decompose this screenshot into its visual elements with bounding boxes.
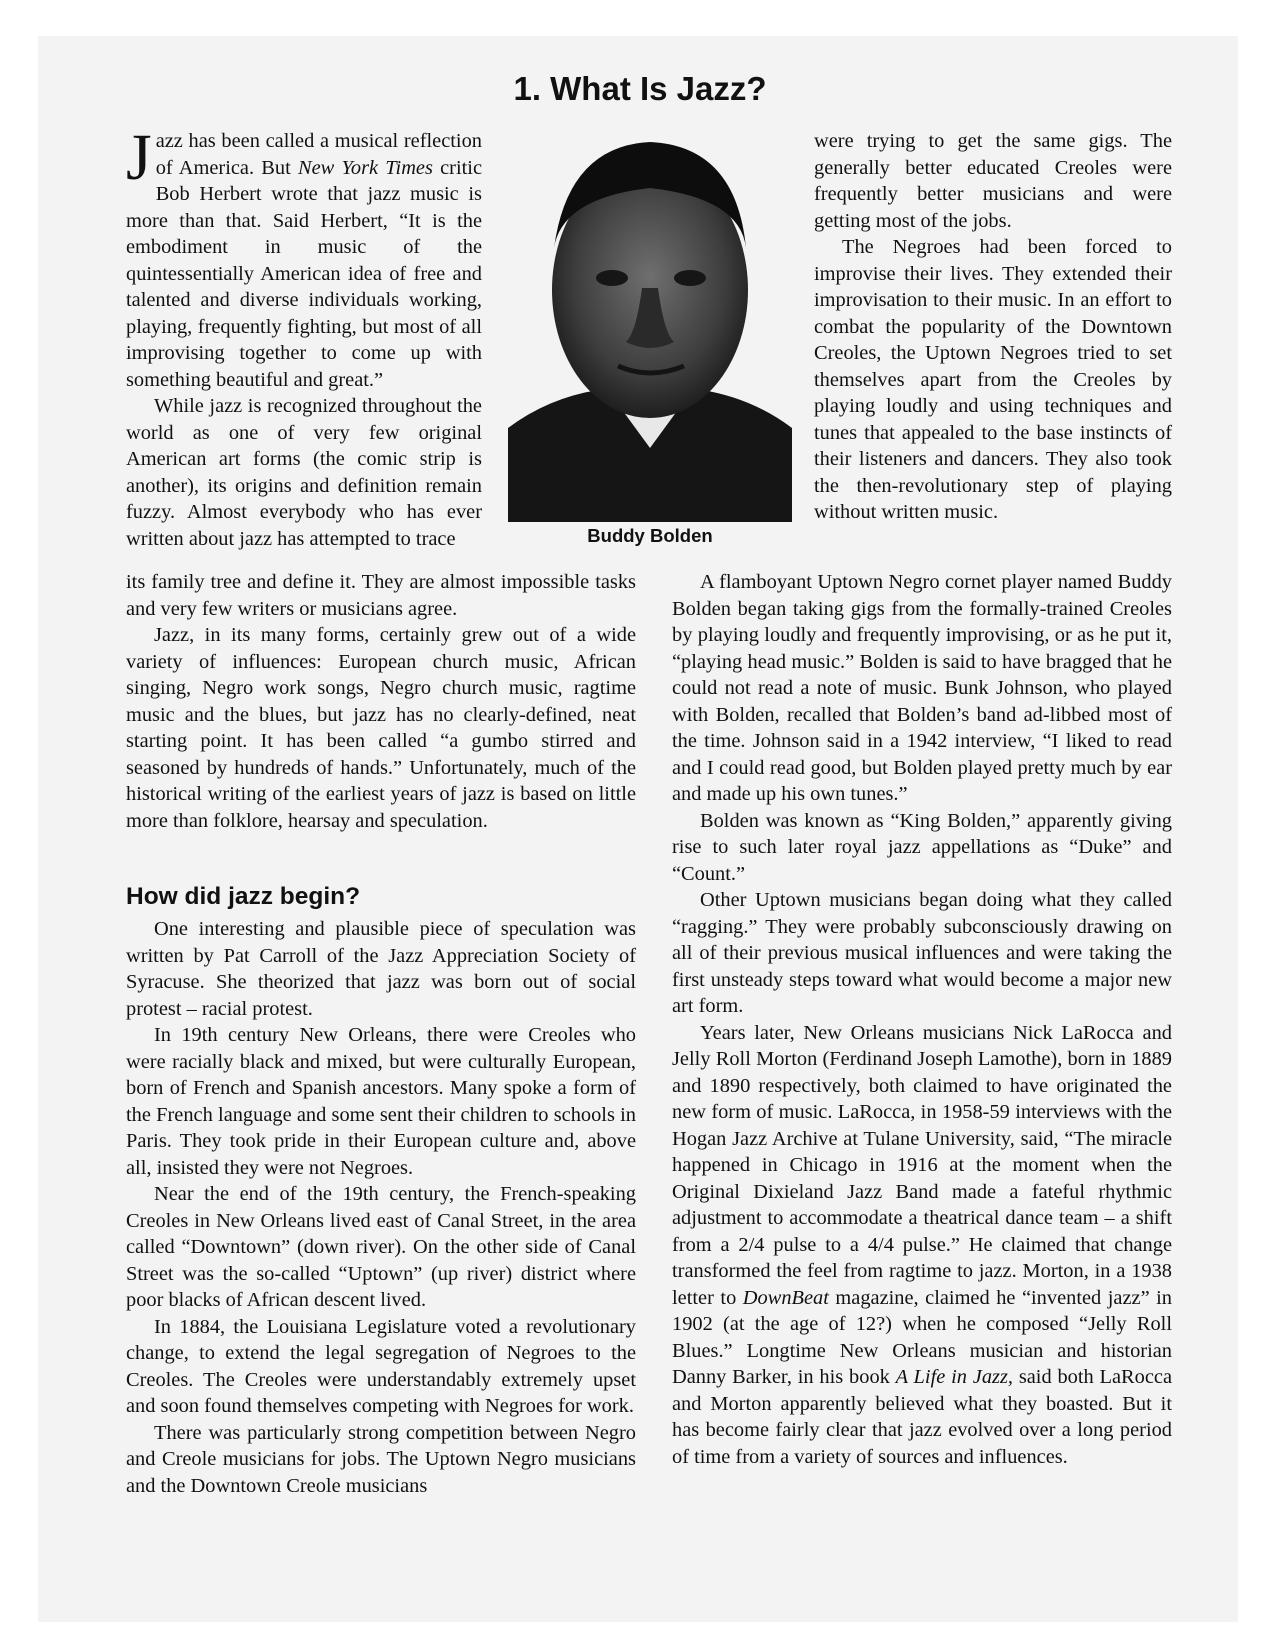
left-paragraph: In 1884, the Louisiana Legislature voted a revolutionary change, to extend the legal segregation of Negroes to the Creoles. The Creoles were understandably extremely upset and soon found themselves competing with Negroes for work. [126,1315,636,1417]
buddy-bolden-photo [508,128,792,522]
right-paragraph: Bolden was known as “King Bolden,” apparently giving rise to such later royal jazz appellations as “Duke” and “Count.” [672,809,1172,885]
left-paragraph: One interesting and plausible piece of speculation was written by Pat Carroll of the Jazz Appreciation Society of Syracuse. She theorized that jazz was born out of social protest – racial protest. [126,918,636,1020]
right-paragraph: A flamboyant Uptown Negro cornet player named Buddy Bolden began taking gigs from the formally-trained Creoles by playing loudly and frequently improvising, or as he put it, “playing head music.” Bolden is said to have bragged that he could not read a note of music. Bunk Johnson, who played with Bolden, recalled that Bolden’s band ad-libbed most of the time. Johnson said in a 1942 interview, “I liked to read and I could read good, but Bolden played pretty much by ear and made up his own tunes.” [672,571,1172,805]
drop-cap: J [126,121,152,194]
section-heading: How did jazz begin? [126,883,361,910]
left-paragraph: There was particularly strong competition between Negro and Creole musicians for jobs. The Uptown Negro musicians and the Downtown Creole musicians [126,1421,636,1497]
right-narrow-column [814,128,1172,526]
right-paragraph: were trying to get the same gigs. The generally better educated Creoles were frequently better musicians and were getting most of the jobs. [814,130,1172,232]
right-column [672,569,1172,1470]
intro-paragraph-2: While jazz is recognized throughout the world as one of very few original American art forms (the comic strip is another), its origins and definition remain fuzzy. Almost everybody who has ever written about jazz has attempted to trace [126,395,482,550]
left-column-lower [126,916,636,1499]
intro-narrow-column [126,121,483,552]
right-paragraph-last: Years later, New Orleans musicians Nick LaRocca and Jelly Roll Morton (Ferdinand Joseph Lamothe), born in 1889 and 1890 respectively, both claimed to have originated the new form of music. LaRocca, in 1958-59 interviews with the Hogan Jazz Archive at Tulane University, said, “The miracle happened in Chicago in 1916 at the moment when the Original Dixieland Jazz Band made a fateful rhythmic adjustment to accommodate a theatrical dance team – a shift from a 2/4 pulse to a 4/4 pulse.” He claimed that change transformed the feel from ragtime to jazz. Morton, in a 1938 letter to DownBeat magazine, claimed he “invented jazz” in 1902 (at the age of 12?) when he composed “Jelly Roll Blues.” Longtime New Orleans musician and historian Danny Barker, in his book A Life in Jazz, said both LaRocca and Morton apparently believed what they boasted. But it has become fairly clear that jazz evolved over a long period of time from a variety of sources and influences. [672,1021,1173,1468]
right-paragraph: Other Uptown musicians began doing what they called “ragging.” They were probably subconsciously drawing on all of their previous musical influences and were taking the first unsteady steps toward what would become a major new art form. [672,889,1172,1017]
intro-paragraph-1: Jazz has been called a musical reflection of America. But New York Times critic Bob Herbert wrote that jazz music is more than that. Said Herbert, “It is the embodiment in music of the quintessentially American idea of free and talented and diverse individuals working, playing, frequently fighting, but most of all improvising together to come up with something beautiful and great.” [126,121,483,391]
photo-caption: Buddy Bolden [587,525,713,546]
left-paragraph: Near the end of the 19th century, the French-speaking Creoles in New Orleans lived east of Canal Street, in the area called “Downtown” (down river). On the other side of Canal Street was the so-called “Uptown” (up river) district where poor blacks of African descent lived. [126,1183,636,1311]
intro-paragraph-2-cont: its family tree and define it. They are almost impossible tasks and very few writers or musicians agree. [126,571,636,620]
intro-paragraph-3: Jazz, in its many forms, certainly grew out of a wide variety of influences: European church music, African singing, Negro work songs, Negro church music, ragtime music and the blues, but jazz has no clearly-defined, neat starting point. It has been called “a gumbo stirred and seasoned by hundreds of hands.” Unfortunately, much of the historical writing of the earliest years of jazz is based on little more than folklore, hearsay and speculation. [126,624,636,832]
page-title: 1. What Is Jazz? [513,70,767,107]
left-column-upper [126,569,636,834]
left-paragraph: In 19th century New Orleans, there were Creoles who were racially black and mixed, but were culturally European, born of French and Spanish ancestors. Many spoke a form of the French language and some sent their children to schools in Paris. They took pride in their European culture and, above all, insisted they were not Negroes. [126,1024,636,1179]
right-paragraph: The Negroes had been forced to improvise their lives. They extended their improvisation to their music. In an effort to combat the popularity of the Downtown Creoles, the Uptown Negroes tried to set themselves apart from the Creoles by playing loudly and using techniques and tunes that appealed to the base instincts of their listeners and dancers. They also took the then-revolutionary step of playing without written music. [814,236,1172,523]
